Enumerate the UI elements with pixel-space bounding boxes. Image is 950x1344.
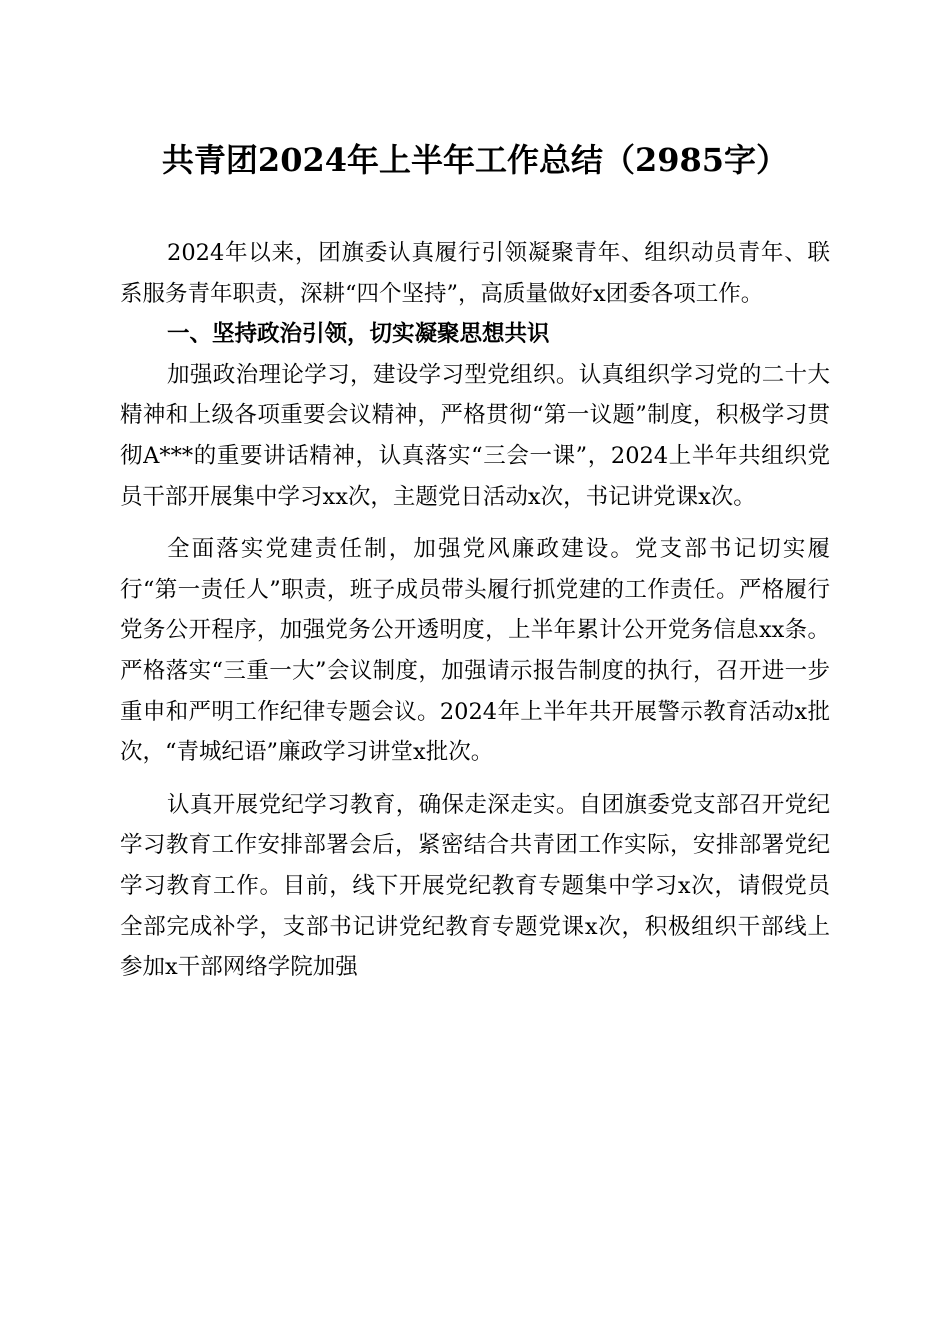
document-title: 共青团2024年上半年工作总结（2985字） xyxy=(161,141,789,179)
intro-paragraph: 2024年以来，团旗委认真履行引领凝聚青年、组织动员青年、联系服务青年职责，深耕“四个坚持”，高质量做好x团委各项工作。 xyxy=(120,240,830,307)
body-paragraph: 认真开展党纪学习教育，确保走深走实。自团旗委党支部召开党纪学习教育工作安排部署会后，紧密结合共青团工作实际，安排部署党纪学习教育工作。目前，线下开展党纪教育专题集中学习x次，请假党员全部完成补学，支部书记讲党纪教育专题党课x次，积极组织干部线上参加x干部网络学院加强 xyxy=(120,791,830,981)
body-paragraph: 全面落实党建责任制，加强党风廉政建设。党支部书记切实履行“第一责任人”职责，班子成员带头履行抓党建的工作责任。严格履行党务公开程序，加强党务公开透明度，上半年累计公开党务信息xx条。严格落实“三重一大”会议制度，加强请示报告制度的执行，召开进一步重申和严明工作纪律专题会议。2024年上半年共开展警示教育活动x批次，“青城纪语”廉政学习讲堂x批次。 xyxy=(120,536,830,766)
section-heading: 一、坚持政治引领，切实凝聚思想共识 xyxy=(167,321,550,348)
paragraph-spacer xyxy=(120,773,830,785)
paragraph-spacer xyxy=(120,517,830,529)
document-body xyxy=(120,233,830,988)
body-paragraph: 加强政治理论学习，建设学习型党组织。认真组织学习党的二十大精神和上级各项重要会议精神，严格贯彻“第一议题”制度，积极学习贯彻A***的重要讲话精神，认真落实“三会一课”，2024上半年共组织党员干部开展集中学习xx次，主题党日活动x次，书记讲党课x次。 xyxy=(120,361,830,510)
